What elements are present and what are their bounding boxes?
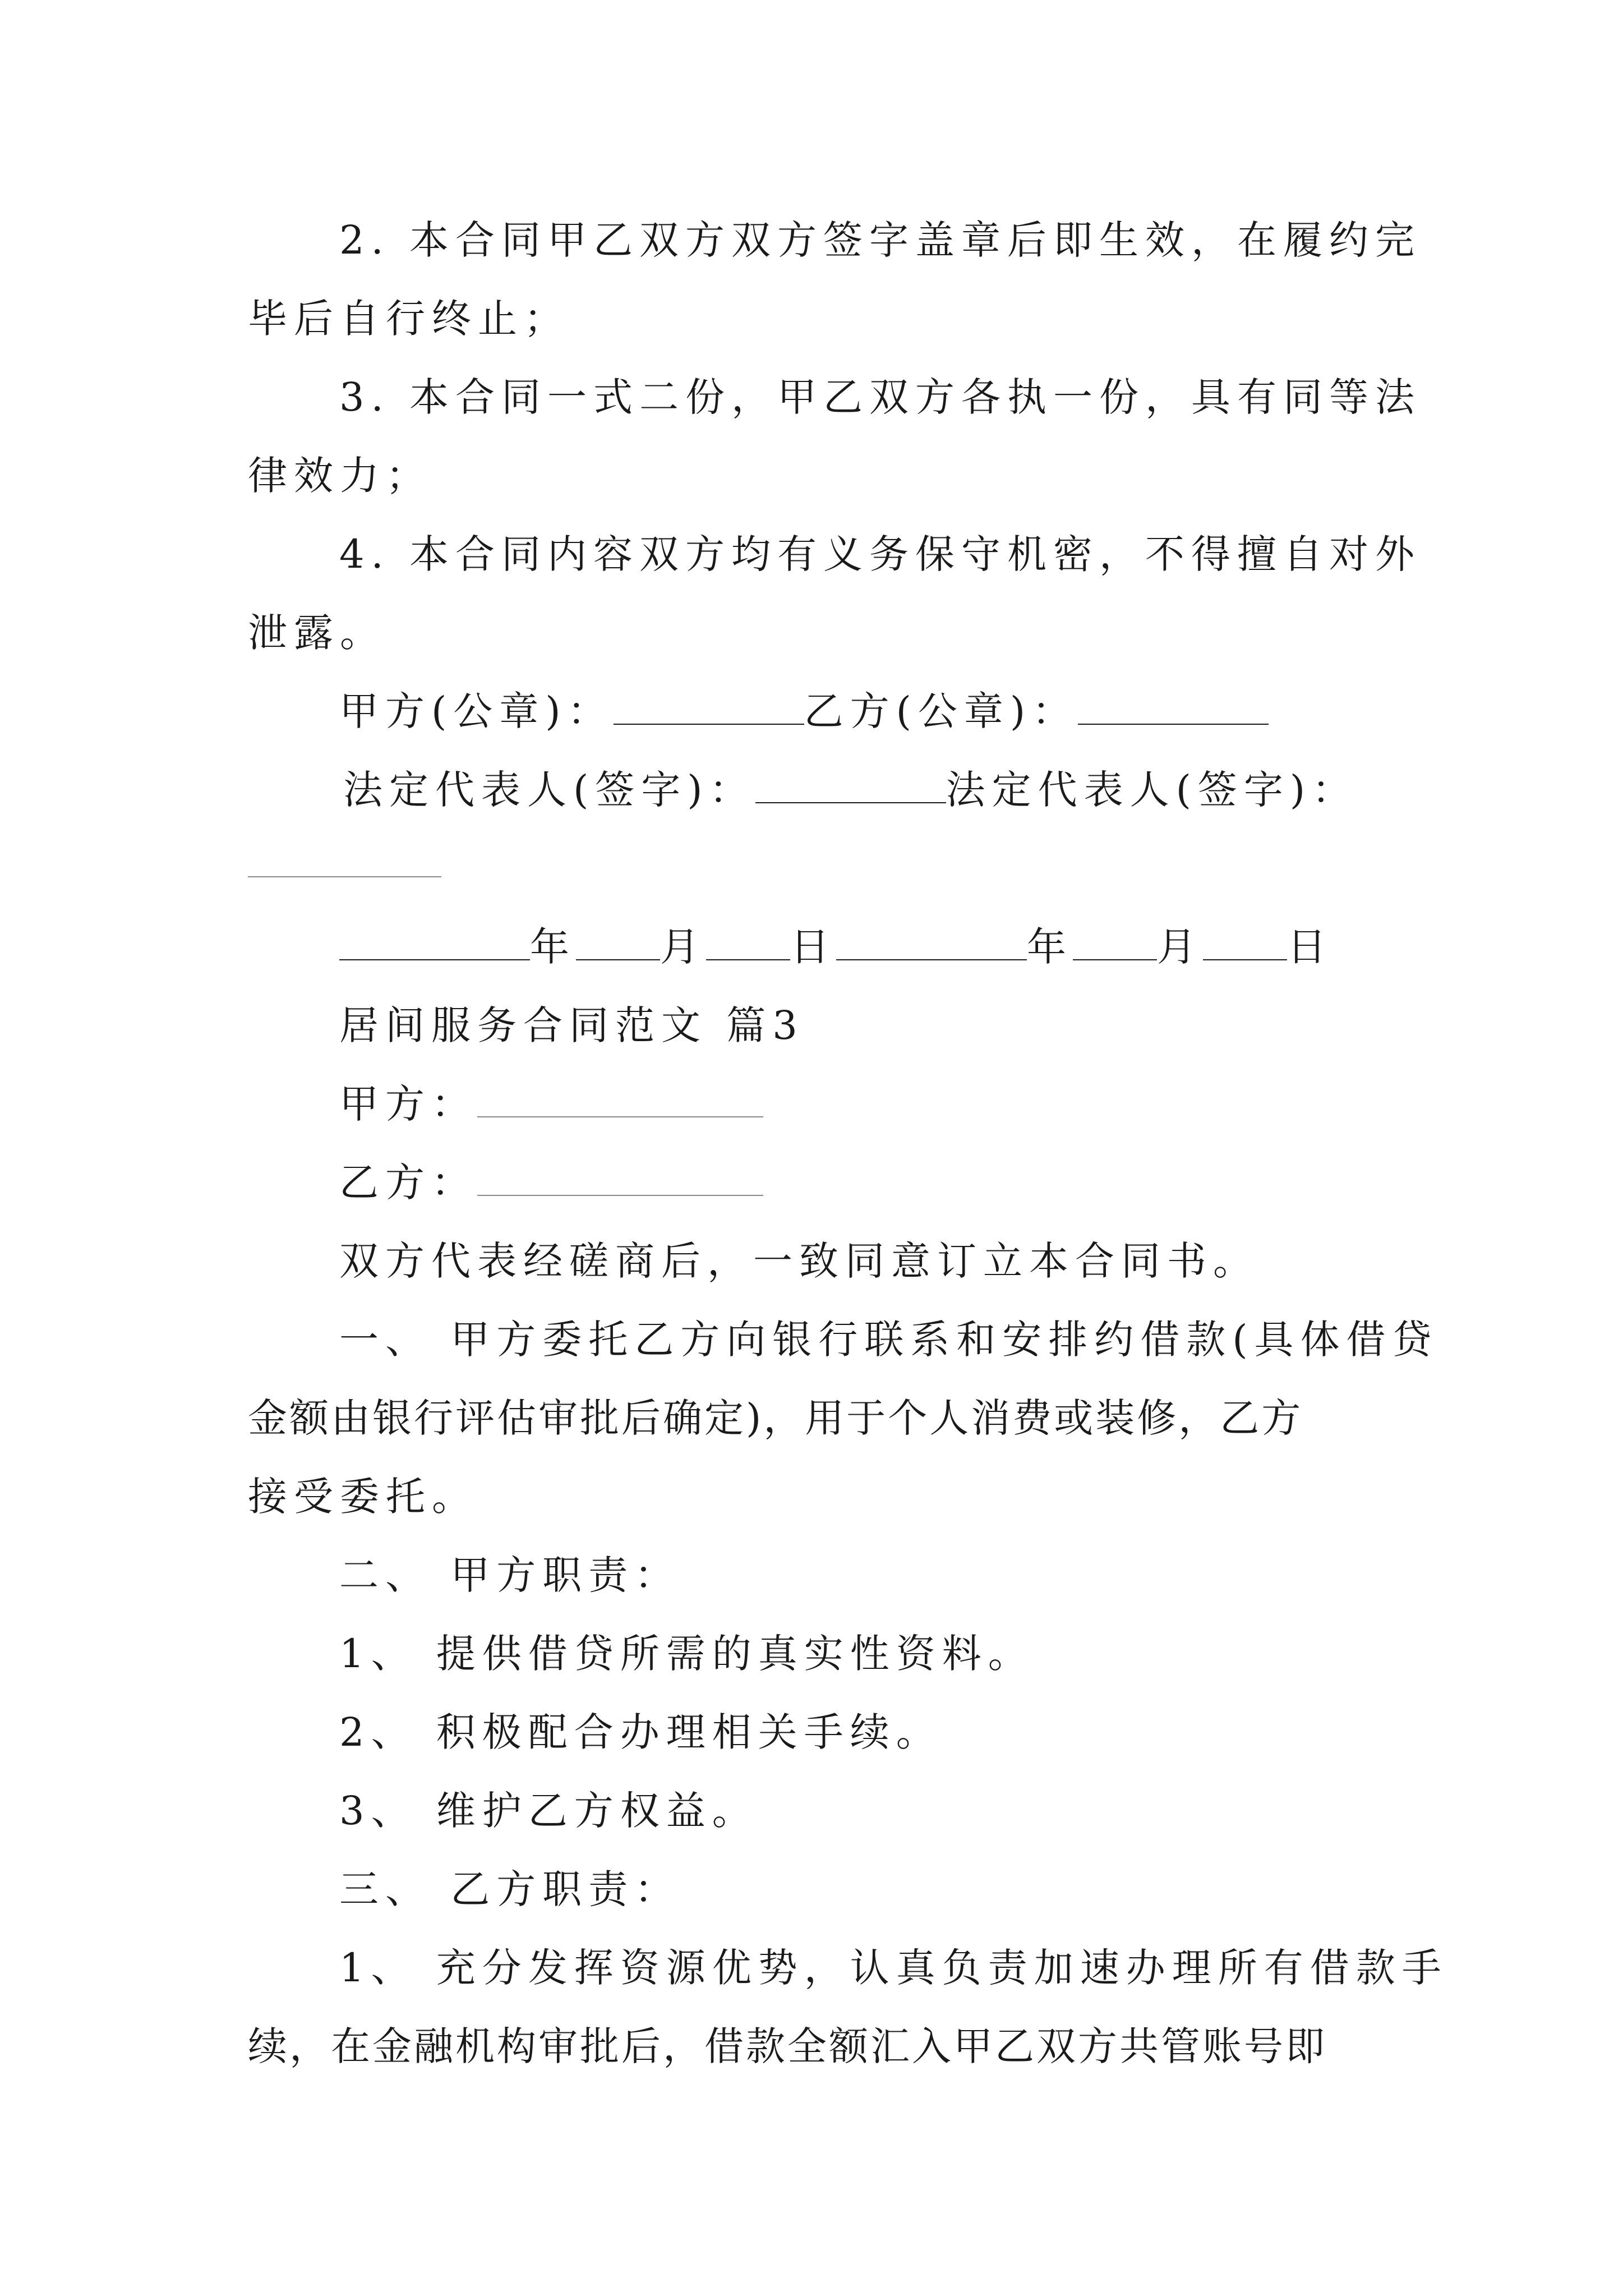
clause-4-line-2: 泄露。 — [248, 610, 386, 656]
party-b-blank — [477, 1194, 763, 1196]
clause-3-line-2: 律效力； — [248, 453, 432, 499]
article-3-item-1-line-2: 续，在金融机构审批后，借款全额汇入甲乙双方共管账号即 — [248, 2023, 1327, 2069]
article-3-item-1-line-1: 1、 充分发挥资源优势，认真负责加速办理所有借款手 — [339, 1945, 1448, 1991]
clause-4-line-1: 4. 本合同内容双方均有义务保守机密，不得擅自对外 — [339, 531, 1422, 577]
article-3-title: 三、 乙方职责： — [339, 1866, 681, 1912]
date-b-day: 日 — [1287, 924, 1333, 970]
party-a-seal-blank — [614, 723, 804, 725]
clause-2-line-1: 2. 本合同甲乙双方双方签字盖章后即生效，在履约完 — [339, 217, 1422, 263]
party-a-line — [339, 1081, 763, 1127]
date-b-month: 月 — [1157, 924, 1203, 970]
party-b-seal-blank — [1078, 723, 1269, 725]
clause-3-line-1: 3. 本合同一式二份，甲乙双方各执一份，具有同等法 — [339, 374, 1422, 420]
party-a-seal-label: 甲方(公章)： — [339, 688, 614, 734]
article-2-title: 二、 甲方职责： — [339, 1552, 681, 1598]
party-a-label: 甲方： — [339, 1081, 477, 1127]
party-b-seal-label: 乙方(公章)： — [804, 688, 1078, 734]
article-1-line-2: 金额由银行评估审批后确定)，用于个人消费或装修，乙方 — [248, 1395, 1303, 1441]
date-b-year: 年 — [1027, 924, 1073, 970]
representative-signature-line — [343, 767, 1358, 813]
intro-paragraph: 双方代表经磋商后，一致同意订立本合同书。 — [339, 1238, 1259, 1284]
party-b-line — [339, 1159, 763, 1205]
date-b-month-blank — [1073, 959, 1157, 960]
date-b-year-blank — [836, 959, 1027, 960]
rep-b-blank — [248, 876, 441, 877]
party-a-blank — [477, 1116, 763, 1117]
date-b-day-blank — [1203, 959, 1287, 960]
date-a-year-blank — [339, 959, 530, 960]
rep-a-blank — [755, 802, 946, 803]
date-a-day: 日 — [790, 924, 836, 970]
party-b-label: 乙方： — [339, 1159, 477, 1205]
date-line — [339, 924, 1333, 970]
date-a-month-blank — [576, 959, 660, 960]
article-2-item-1: 1、 提供借贷所需的真实性资料。 — [339, 1631, 1034, 1677]
seal-signature-line — [339, 688, 1269, 734]
article-1-line-1: 一、 甲方委托乙方向银行联系和安排约借款(具体借贷 — [339, 1317, 1438, 1363]
rep-b-label: 法定代表人(签字)： — [946, 767, 1358, 813]
date-a-month: 月 — [660, 924, 706, 970]
section-title: 居间服务合同范文 篇3 — [339, 1002, 804, 1048]
article-1-line-3: 接受委托。 — [248, 1474, 478, 1520]
clause-2-line-2: 毕后自行终止； — [248, 296, 570, 342]
date-a-year: 年 — [530, 924, 576, 970]
rep-a-label: 法定代表人(签字)： — [343, 767, 755, 813]
article-2-item-3: 3、 维护乙方权益。 — [339, 1788, 758, 1834]
date-a-day-blank — [706, 959, 790, 960]
article-2-item-2: 2、 积极配合办理相关手续。 — [339, 1709, 942, 1755]
